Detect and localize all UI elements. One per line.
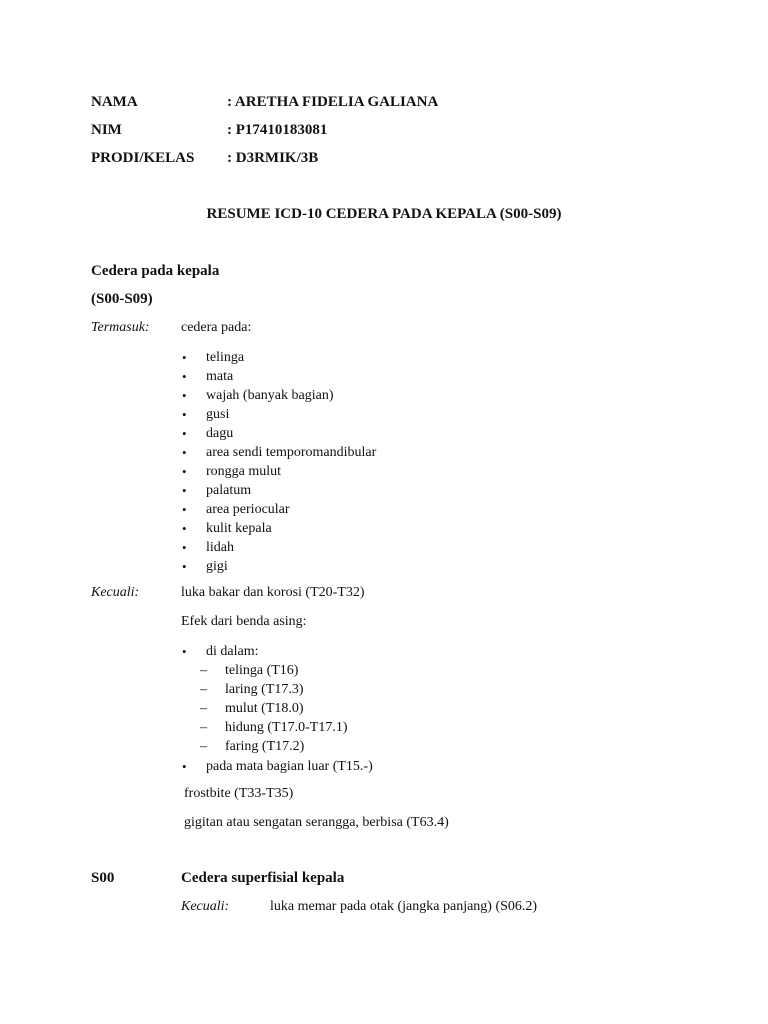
list-item: – mulut (T18.0) (200, 701, 304, 716)
dash-icon: – (200, 682, 207, 697)
list-item: • dagu (182, 426, 234, 441)
kecuali-label: Kecuali: (91, 585, 140, 600)
kecuali-text: luka bakar dan korosi (T20-T32) (181, 585, 365, 600)
bullet-icon: • (182, 521, 187, 536)
termasuk-list (180, 348, 376, 576)
termasuk-text: cedera pada: (181, 320, 252, 335)
bullet-icon: • (182, 388, 187, 403)
section-heading: Cedera pada kepala (91, 263, 220, 279)
termasuk-label: Termasuk: (91, 320, 150, 335)
list-item: • telinga (182, 350, 245, 365)
list-item: • pada mata bagian luar (T15.-) (182, 759, 373, 774)
bullet-icon: • (182, 559, 187, 574)
list-item: • mata (182, 369, 234, 384)
s00-code: S00 (91, 870, 115, 886)
bullet-icon: • (182, 483, 187, 498)
nim-label: NIM (91, 122, 122, 138)
bullet-icon: • (182, 502, 187, 517)
bullet-icon: • (182, 407, 187, 422)
list-item: • wajah (banyak bagian) (182, 388, 334, 403)
list-item: • palatum (182, 483, 252, 498)
dash-icon: – (200, 663, 207, 678)
di-dalam-list (180, 642, 259, 661)
dash-icon: – (200, 739, 207, 754)
bullet-icon: • (182, 540, 187, 555)
document-title: RESUME ICD-10 CEDERA PADA KEPALA (S00-S09) (206, 206, 562, 222)
bullet-icon: • (182, 369, 187, 384)
dash-icon: – (200, 701, 207, 716)
di-dalam-sublist (200, 661, 347, 756)
bullet-icon: • (182, 759, 187, 774)
s00-kecuali-label: Kecuali: (181, 899, 230, 914)
bullet-icon: • (182, 464, 187, 479)
bullet-icon: • (182, 426, 187, 441)
list-item: • gigi (182, 559, 228, 574)
prodi-value: : D3RMIK/3B (227, 150, 319, 166)
frostbite-text: frostbite (T33-T35) (184, 786, 294, 801)
gigitan-text: gigitan atau sengatan serangga, berbisa (T63.4) (184, 815, 449, 830)
name-value: : ARETHA FIDELIA GALIANA (227, 94, 439, 110)
bullet-icon: • (182, 350, 187, 365)
list-item: • rongga mulut (182, 464, 282, 479)
list-item: – laring (T17.3) (200, 682, 304, 697)
prodi-label: PRODI/KELAS (91, 150, 195, 166)
list-item: – faring (T17.2) (200, 739, 305, 754)
list-item: • lidah (182, 540, 234, 555)
list-item: – hidung (T17.0-T17.1) (200, 720, 348, 735)
bullet-icon: • (182, 644, 187, 659)
section-code-range: (S00-S09) (91, 291, 153, 307)
pada-mata-list (180, 757, 373, 776)
list-item: • area periocular (182, 502, 290, 517)
efek-text: Efek dari benda asing: (181, 614, 307, 629)
list-item: – telinga (T16) (200, 663, 299, 678)
list-item: • gusi (182, 407, 230, 422)
s00-title: Cedera superfisial kepala (181, 870, 345, 886)
list-item: • area sendi temporomandibular (182, 445, 377, 460)
bullet-icon: • (182, 445, 187, 460)
list-item: • kulit kepala (182, 521, 272, 536)
name-label: NAMA (91, 94, 138, 110)
list-item: • di dalam: (182, 644, 259, 659)
nim-value: : P17410183081 (227, 122, 328, 138)
dash-icon: – (200, 720, 207, 735)
s00-kecuali-text: luka memar pada otak (jangka panjang) (S06.2) (270, 899, 538, 914)
